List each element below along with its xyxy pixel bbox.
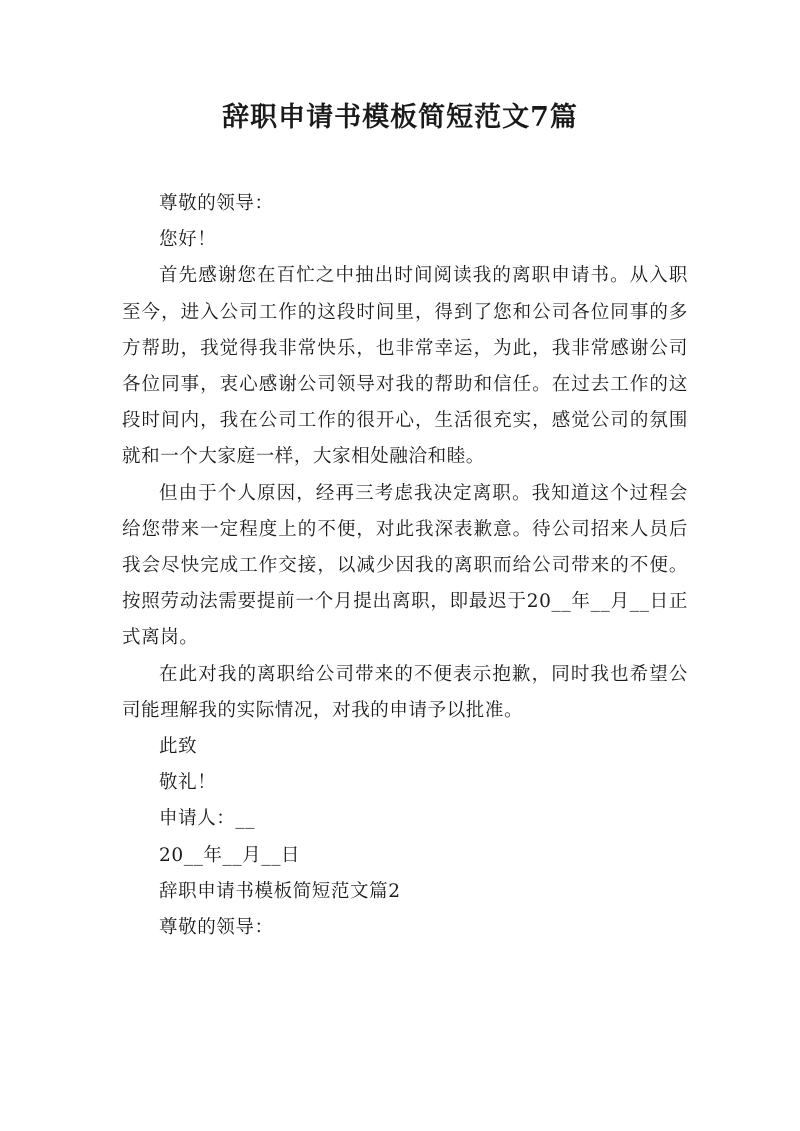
salutation: 尊敬的领导：	[159, 193, 274, 214]
paragraph-gratitude: 首先感谢您在百忙之中抽出时间阅读我的离职申请书。从入职至今，进入公司工作的这段时间里，得到了您和公司各位同事的多方帮助，我觉得我非常快乐，也非常幸运，为此，我非常感谢公司各位同事，衷心感谢公司领导对我的帮助和信任。在过去工作的这段时间内，我在公司工作的很开心，生活很充实，感觉公司的氛围就和一个大家庭一样，大家相处融洽和睦。	[122, 265, 688, 468]
paragraph-apology: 在此对我的离职给公司带来的不便表示抱歉，同时我也希望公司能理解我的实际情况，对我的申请予以批准。	[122, 663, 688, 721]
next-section-heading: 辞职申请书模板简短范文篇2	[159, 880, 401, 902]
date-line: 20__年__月__日	[159, 844, 301, 866]
letter-body	[122, 186, 688, 946]
greeting: 您好！	[159, 229, 217, 251]
closing-salute: 敬礼！	[159, 772, 217, 794]
paragraph-reason: 但由于个人原因，经再三考虑我决定离职。我知道这个过程会给您带来一定程度上的不便，对此我深表歉意。待公司招来人员后我会尽快完成工作交接，以减少因我的离职而给公司带来的不便。按照劳动法需要提前一个月提出离职，即最迟于20__年__月__日正式离岗。	[122, 482, 688, 649]
applicant-signature: 申请人：__	[159, 808, 256, 830]
next-salutation: 尊敬的领导：	[159, 917, 274, 939]
document-title: 辞职申请书模板简短范文7篇	[222, 102, 578, 133]
closing-phrase: 此致	[159, 736, 198, 758]
